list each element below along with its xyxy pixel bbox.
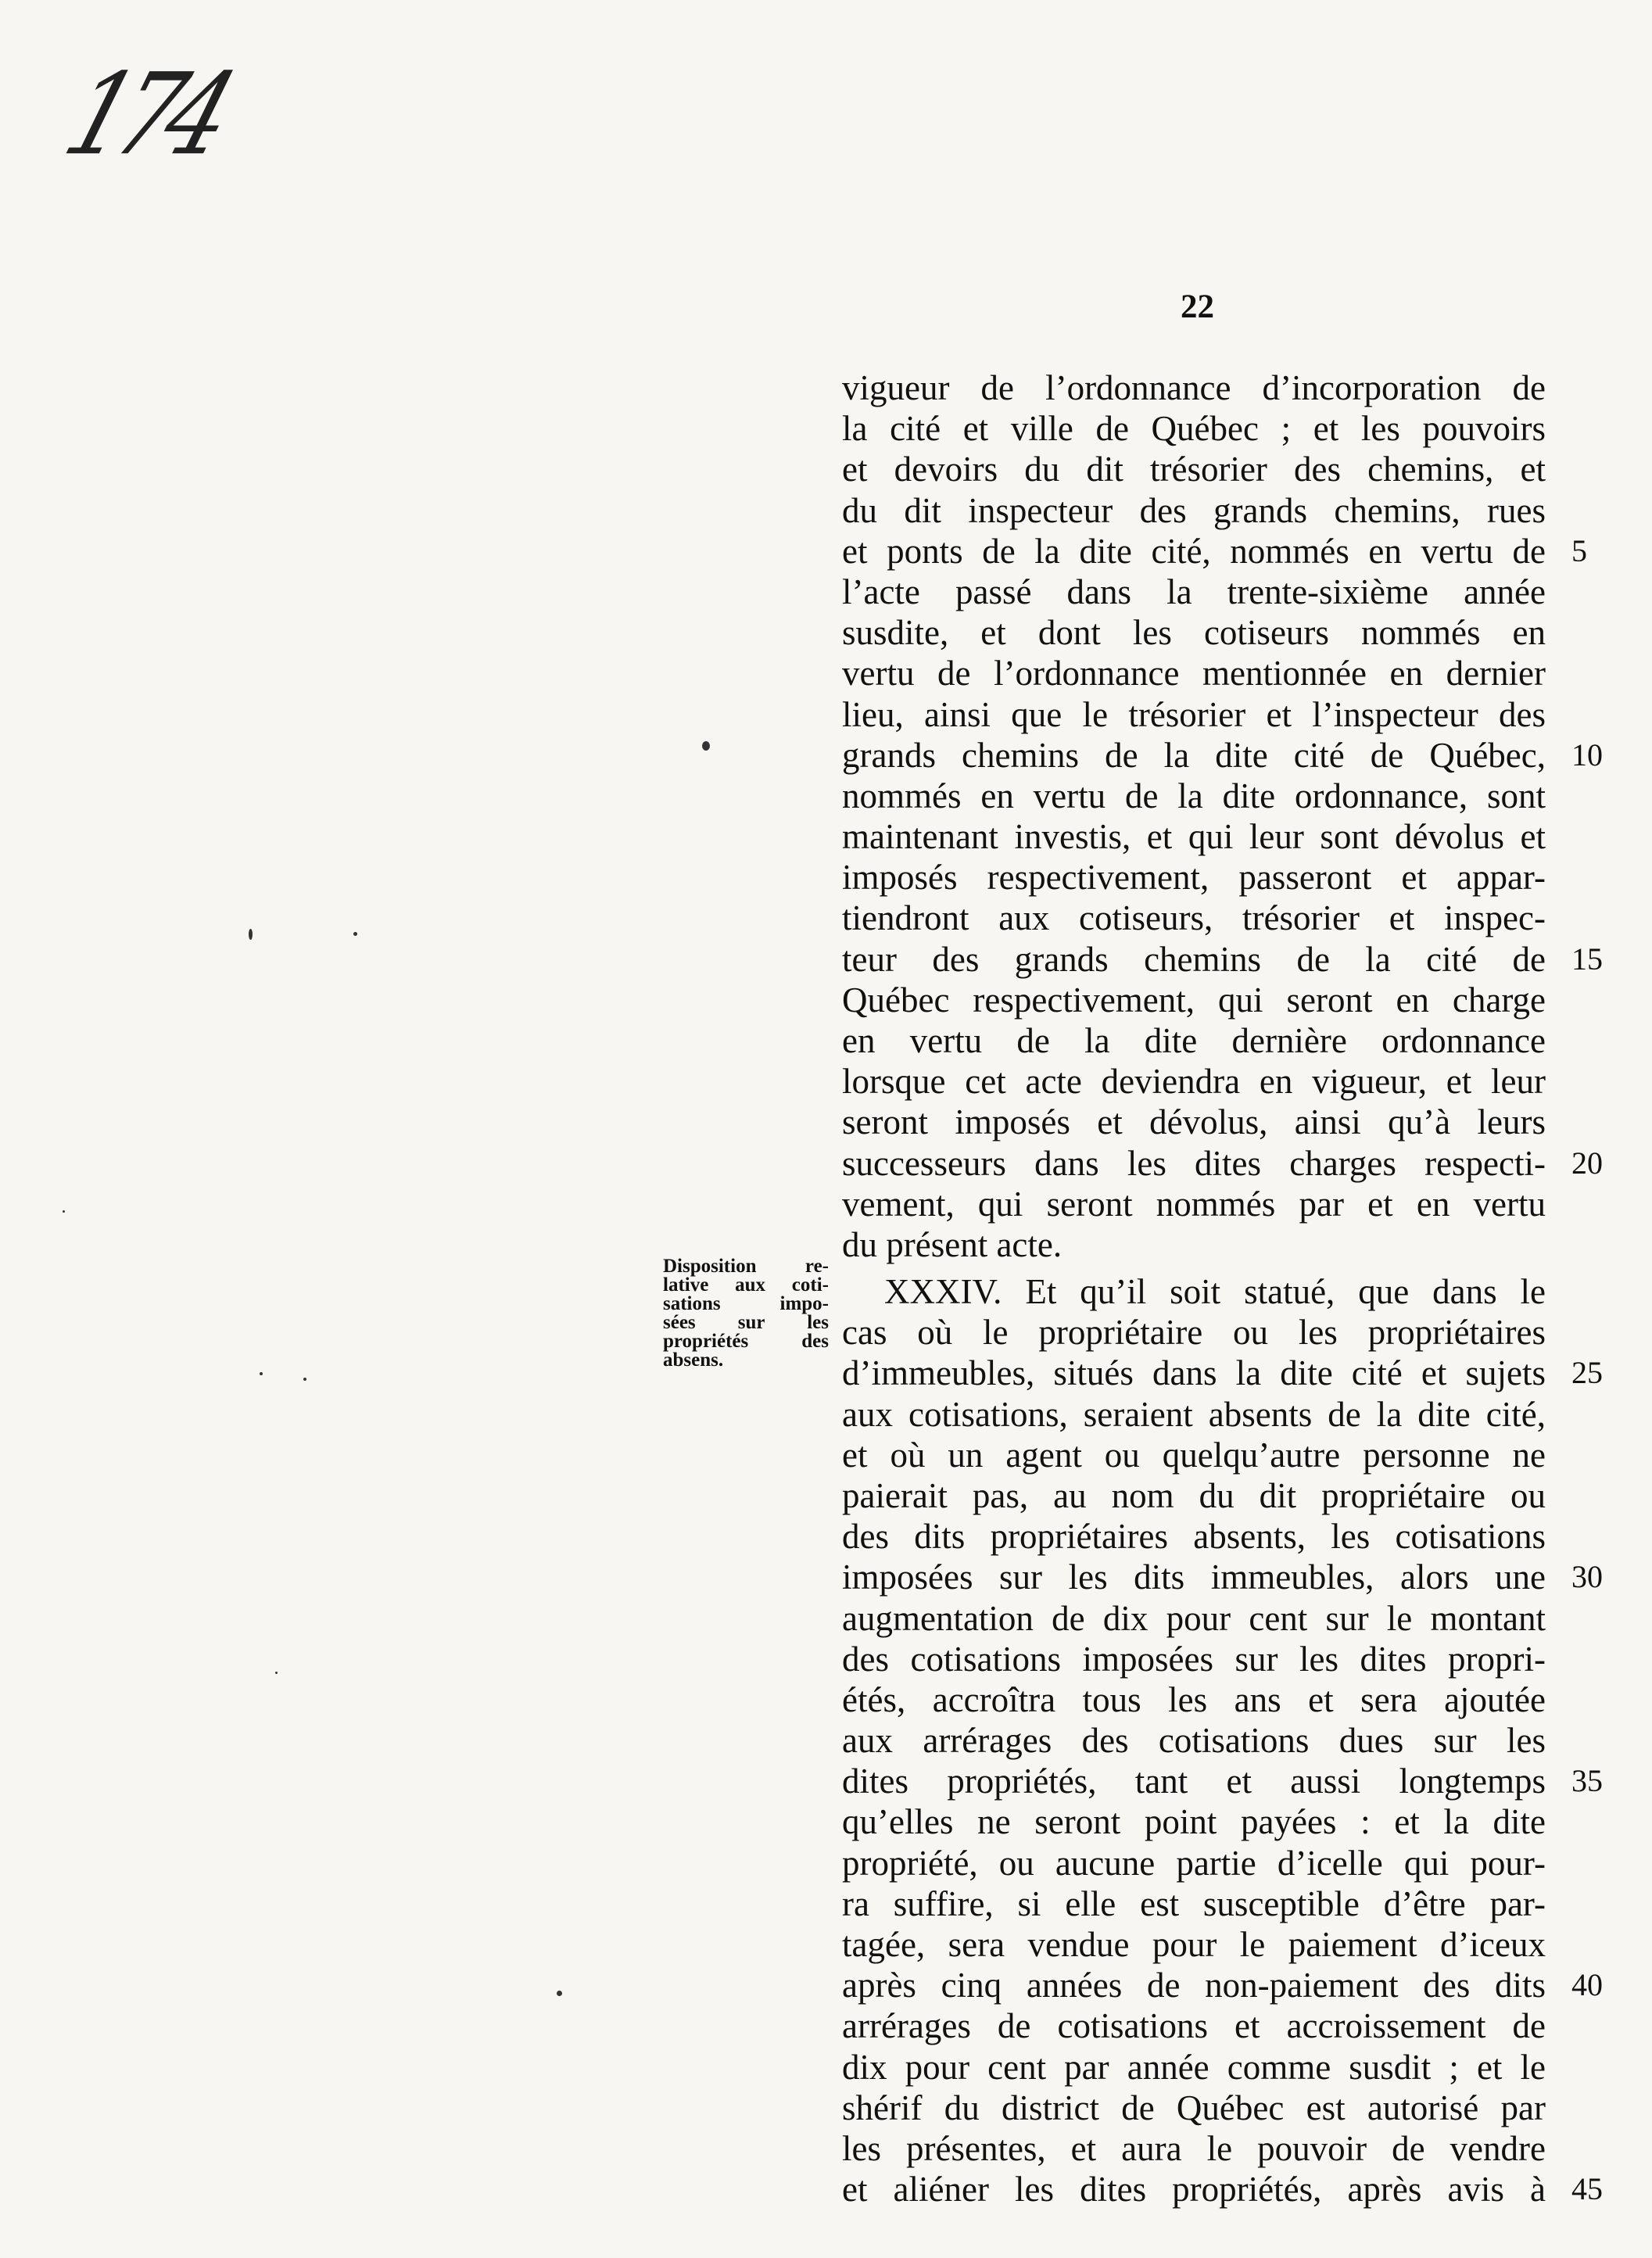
text-line: tiendront aux cotiseurs, trésorier et inspec-	[842, 898, 1546, 938]
text-line: lorsque cet acte deviendra en vigueur, et leur	[842, 1062, 1546, 1102]
text-line: XXXIV. Et qu’il soit statué, que dans le	[884, 1272, 1546, 1311]
text-line: et devoirs du dit trésorier des chemins, et	[842, 450, 1546, 489]
text-line: propriété, ou aucune partie d’icelle qui pour-	[842, 1843, 1546, 1883]
text-line: d’immeubles, situés dans la dite cité et sujets	[842, 1353, 1546, 1393]
text-line: aux cotisations, seraient absents de la dite cité,	[842, 1394, 1546, 1434]
text-line: des cotisations imposées sur les dites propri-	[842, 1639, 1546, 1679]
text-line: des dits propriétaires absents, les cotisations	[842, 1517, 1546, 1557]
line-number: 20	[1571, 1145, 1603, 1181]
text-line: la cité et ville de Québec ; et les pouvoirs	[842, 409, 1546, 449]
text-line: successeurs dans les dites charges respecti-	[842, 1143, 1546, 1183]
text-line: et où un agent ou quelqu’autre personne ne	[842, 1435, 1546, 1475]
line-number: 35	[1571, 1763, 1603, 1799]
text-line: teur des grands chemins de la cité de	[842, 939, 1546, 979]
text-line: paierait pas, au nom du dit propriétaire ou	[842, 1475, 1546, 1515]
line-number: 5	[1571, 532, 1587, 568]
margin-note-line: lative aux coti-	[663, 1274, 829, 1296]
page-number: 22	[1181, 289, 1214, 325]
text-line: et aliéner les dites propriétés, après avis à	[842, 2170, 1546, 2210]
paragraph-section-xxxiv	[842, 1271, 1546, 2210]
line-number: 45	[1571, 2171, 1603, 2207]
scan-speck	[275, 1672, 278, 1674]
text-line: arrérages de cotisations et accroissement de	[842, 2006, 1546, 2046]
scan-speck	[303, 1378, 306, 1381]
text-line: lieu, ainsi que le trésorier et l’inspecteur des	[842, 694, 1546, 734]
handwritten-folio-number: 174	[50, 50, 240, 181]
text-line: seront imposés et dévolus, ainsi qu’à leurs	[842, 1102, 1546, 1142]
text-line: ra suffire, si elle est susceptible d’être par-	[842, 1883, 1546, 1923]
text-line: vigueur de l’ordonnance d’incorporation de	[842, 368, 1546, 407]
line-number: 10	[1571, 737, 1603, 772]
text-line: après cinq années de non-paiement des dits	[842, 1966, 1546, 2005]
margin-note	[663, 1257, 829, 1370]
text-line: et ponts de la dite cité, nommés en vertu de	[842, 531, 1546, 571]
text-line: cas où le propriétaire ou les propriétaires	[842, 1313, 1546, 1353]
text-line: imposés respectivement, passeront et appar-	[842, 858, 1546, 898]
text-line: aux arrérages des cotisations dues sur les	[842, 1721, 1546, 1761]
text-line: vertu de l’ordonnance mentionnée en dernier	[842, 654, 1546, 694]
text-line: nommés en vertu de la dite ordonnance, sont	[842, 776, 1546, 815]
line-number: 15	[1571, 941, 1603, 977]
text-line: dites propriétés, tant et aussi longtemps	[842, 1762, 1546, 1801]
scan-speck	[702, 741, 710, 751]
line-number: 25	[1571, 1355, 1603, 1391]
margin-note-line: Disposition re-	[663, 1256, 829, 1277]
text-line: imposées sur les dits immeubles, alors une	[842, 1557, 1546, 1597]
line-number: 40	[1571, 1967, 1603, 2003]
margin-note-line: sations impo-	[663, 1293, 829, 1314]
text-line: les présentes, et aura le pouvoir de vendre	[842, 2128, 1546, 2168]
text-line: augmentation de dix pour cent sur le montant	[842, 1598, 1546, 1638]
scan-speck	[353, 932, 357, 936]
line-number: 30	[1571, 1559, 1603, 1595]
scan-speck	[557, 1991, 562, 1996]
text-line: du dit inspecteur des grands chemins, rues	[842, 490, 1546, 530]
text-line: vement, qui seront nommés par et en vertu	[842, 1184, 1546, 1224]
text-line: du présent acte.	[842, 1224, 1063, 1264]
margin-note-line: absens.	[663, 1349, 724, 1371]
scan-speck	[63, 1210, 65, 1213]
text-line: grands chemins de la dite cité de Québec,	[842, 735, 1546, 775]
text-line: tagée, sera vendue pour le paiement d’iceux	[842, 1925, 1546, 1964]
text-line: maintenant investis, et qui leur sont dévolus et	[842, 817, 1546, 857]
margin-note-line: propriétés des	[663, 1331, 829, 1352]
text-line: dix pour cent par année comme susdit ; et le	[842, 2047, 1546, 2087]
text-line: qu’elles ne seront point payées : et la dite	[842, 1802, 1546, 1842]
text-line: étés, accroîtra tous les ans et sera ajoutée	[842, 1679, 1546, 1719]
scan-speck	[260, 1372, 263, 1375]
text-line: susdite, et dont les cotiseurs nommés en	[842, 613, 1546, 653]
text-line: l’acte passé dans la trente-sixième année	[842, 572, 1546, 611]
paragraph-continuation	[842, 367, 1546, 1265]
margin-note-line: sées sur les	[663, 1312, 829, 1333]
text-line: en vertu de la dite dernière ordonnance	[842, 1021, 1546, 1060]
scan-speck	[249, 929, 253, 940]
text-line: shérif du district de Québec est autorisé par	[842, 2088, 1546, 2127]
text-line: Québec respectivement, qui seront en charge	[842, 980, 1546, 1020]
